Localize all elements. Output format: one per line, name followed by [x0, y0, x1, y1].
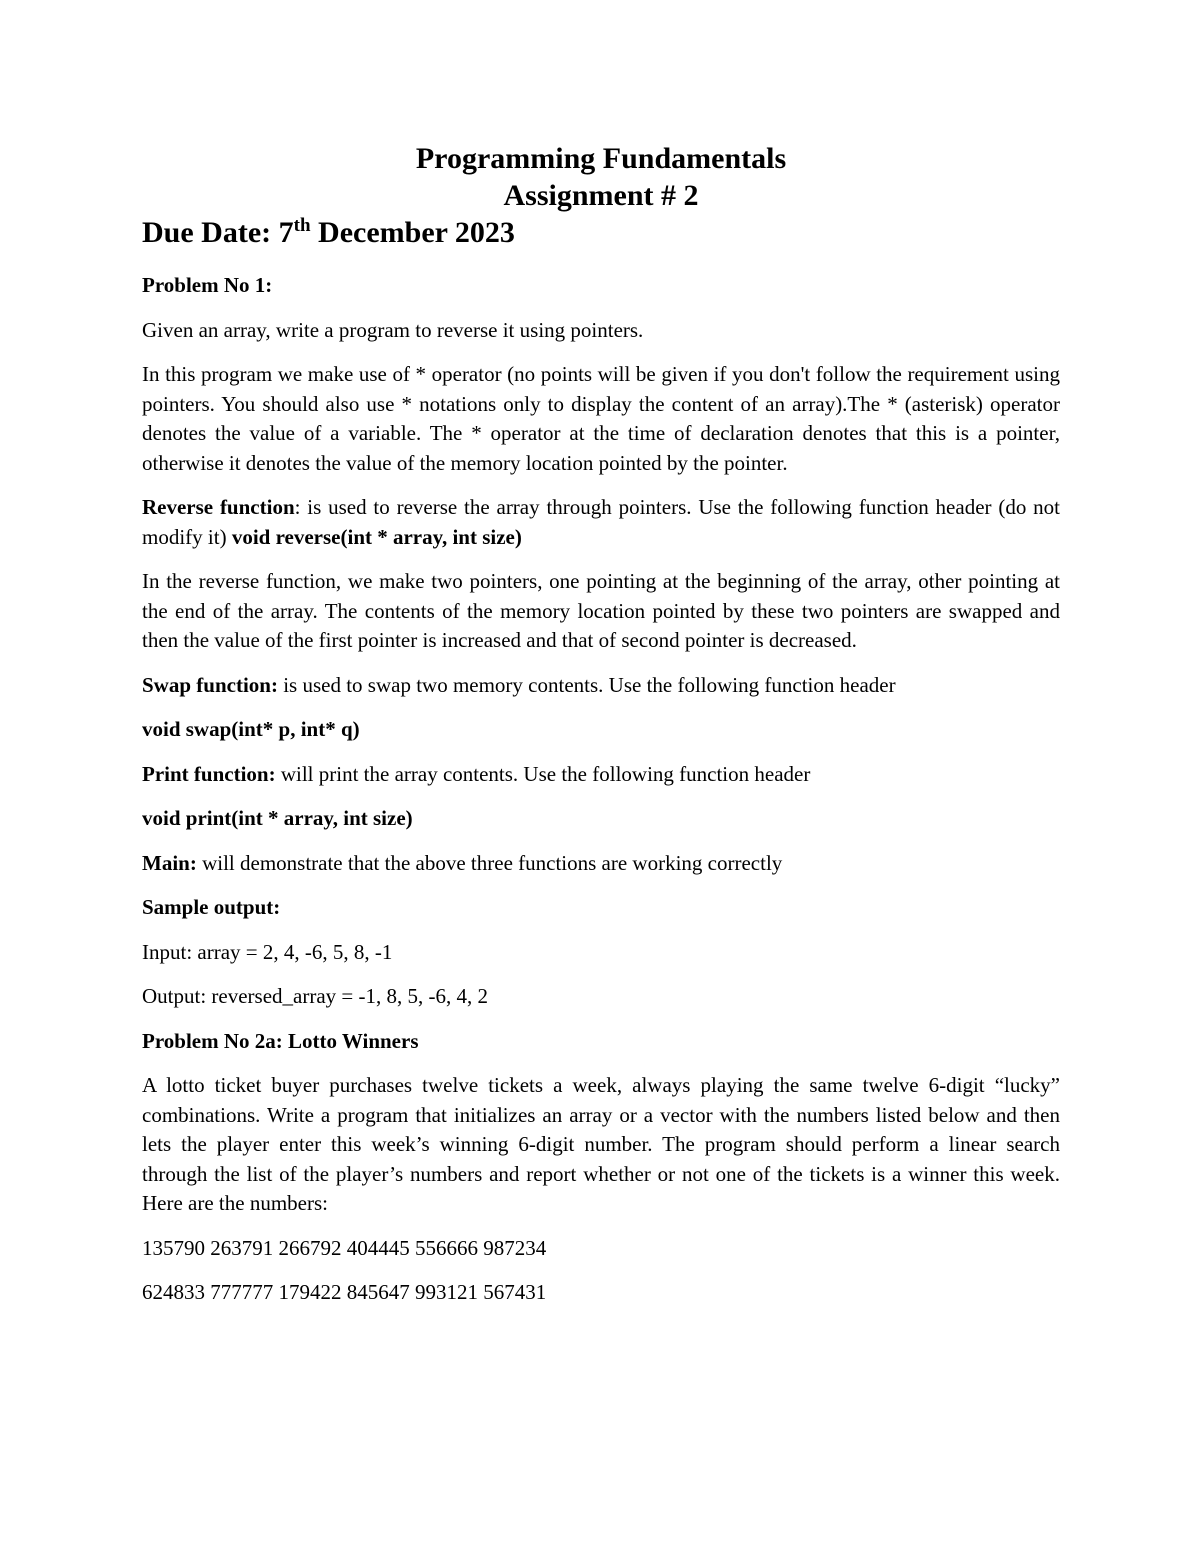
reverse-function-detail: In the reverse function, we make two pointers, one pointing at the beginning of the array, other pointing at the end of the array. The contents of the memory location pointed by these two pointers are swapped and then the value of the first pointer is increased and that of second pointer is decreased.: [142, 569, 1060, 652]
reverse-function-paragraph: [142, 493, 1060, 552]
problem-1-description: In this program we make use of * operator (no points will be given if you don't follow the requirement using pointers. You should also use * notations only to display the content of an array).The * (asterisk) operator denotes the value of a variable. The * operator at the time of declaration denotes that this is a pointer, otherwise it denotes the value of the memory location pointed by the pointer.: [142, 362, 1060, 475]
print-function-text: will print the array contents. Use the following function header: [275, 761, 811, 786]
swap-function-paragraph: [142, 671, 1060, 701]
reverse-function-label: Reverse function: [142, 495, 295, 519]
print-function-paragraph: [142, 760, 1060, 790]
sample-output-heading: Sample output:: [142, 895, 281, 919]
problem-2a-description: A lotto ticket buyer purchases twelve tickets a week, always playing the same twelve 6-digit “lucky” combinations. Write a program that initializes an array or a vector with the numbers listed below and then lets the player enter this week’s winning 6-digit number. The program should perform a linear search through the list of the player’s numbers and report whether or not one of the tickets is a winner this week. Here are the numbers:: [142, 1073, 1060, 1215]
swap-function-label: Swap function:: [142, 672, 278, 697]
main-paragraph: [142, 849, 1060, 879]
lotto-numbers-line-1: 135790 263791 266792 404445 556666 987234: [142, 1235, 547, 1260]
course-title: Programming Fundamentals: [415, 142, 787, 175]
sample-output: Output: reversed_array = -1, 8, 5, -6, 4, 2: [142, 984, 488, 1008]
swap-function-header: void swap(int* p, int* q): [142, 717, 360, 741]
problem-1-intro: Given an array, write a program to reverse it using pointers.: [142, 317, 644, 342]
lotto-numbers-line-2: 624833 777777 179422 845647 993121 567431: [142, 1280, 547, 1304]
print-function-header: void print(int * array, int size): [142, 806, 413, 830]
reverse-function-header: void reverse(int * array, int size): [231, 524, 522, 549]
reverse-function-text: : is used to reverse the array through pointers. Use the following function header (do not modify it): [142, 495, 1060, 549]
due-date-prefix: Due Date: 7: [142, 216, 294, 249]
main-label: Main:: [142, 850, 197, 875]
swap-function-text: is used to swap two memory contents. Use the following function header: [277, 672, 896, 697]
sample-input: Input: array = 2, 4, -6, 5, 8, -1: [142, 939, 393, 964]
problem-2a-heading: Problem No 2a: Lotto Winners: [142, 1028, 419, 1053]
main-text: will demonstrate that the above three functions are working correctly: [196, 850, 783, 875]
due-date-suffix-ordinal: th: [293, 215, 311, 236]
problem-1-heading: Problem No 1:: [142, 273, 273, 297]
assignment-title: Assignment # 2: [503, 179, 699, 212]
due-date-rest: December 2023: [310, 216, 515, 249]
document-page: [142, 140, 1060, 1323]
print-function-label: Print function:: [142, 761, 276, 786]
due-date: [142, 214, 1060, 251]
